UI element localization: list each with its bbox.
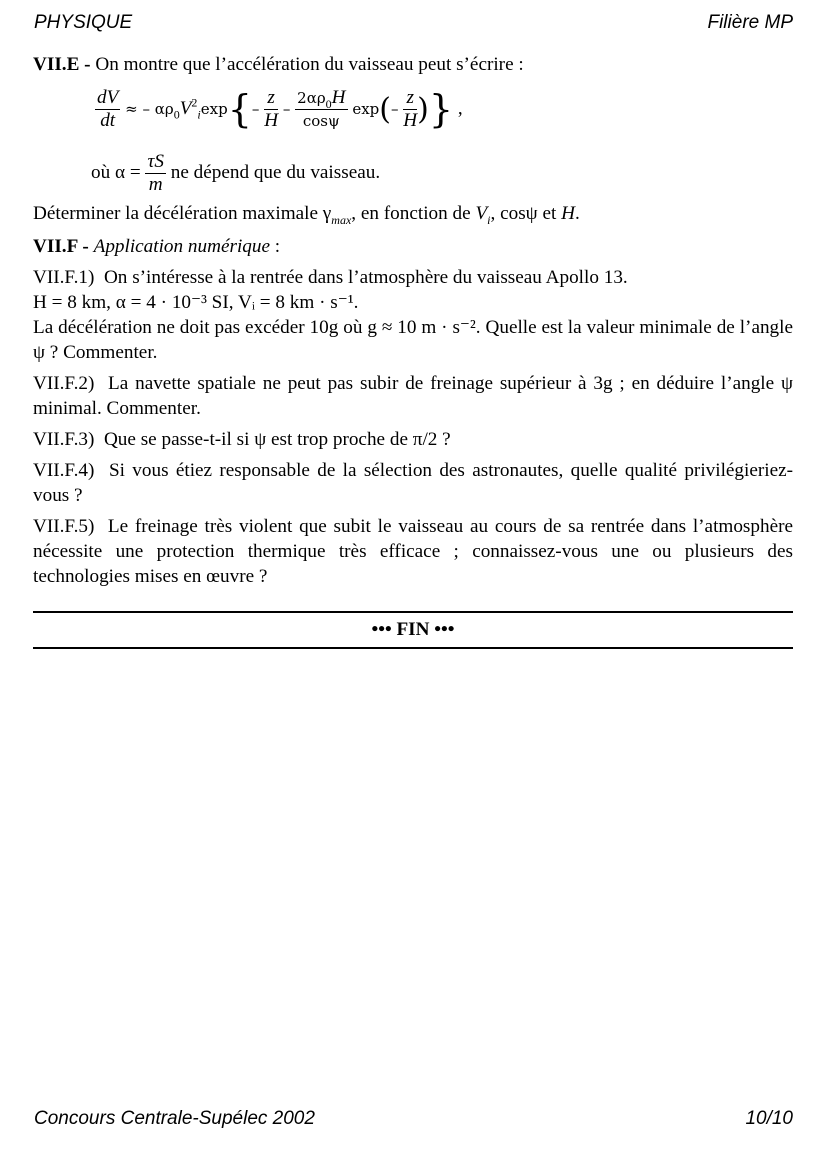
section-title: Application numérique [93, 236, 270, 257]
question-vii-f5: VII.F.5) Le freinage très violent que subit le vaisseau au cours de sa rentrée dans l’atmosphère nécessite une protection thermique très efficace ; connaissez-vous une ou plusieurs des technologies mises en œuvre ? [33, 516, 794, 587]
question-label: VII.E - [33, 54, 91, 75]
approx-term: ≈ – αρ [125, 99, 174, 118]
divider-bottom [33, 647, 793, 649]
fraction-z-H: $\frac{z}{H}$ [264, 87, 279, 131]
alpha-definition: où α = $\frac{\tau S}{m}$ ne dépend que du vaisseau. [91, 151, 381, 195]
question-vii-f1-data: H = 8 km, α = 4 · 10⁻³ SI, Vᵢ = 8 km · s⁻¹. [33, 292, 359, 313]
header-track: Filière MP [707, 12, 793, 33]
vi-symbol: V [179, 97, 192, 119]
question-text: On montre que l’accélération du vaisseau peut s’écrire : [95, 54, 524, 75]
section-label: VII.F - [33, 236, 89, 257]
fraction-tauS-m: $\frac{\tau S}{m}$ [147, 151, 164, 195]
header-subject: PHYSIQUE [34, 12, 133, 33]
question-vii-f: VII.F - Application numérique : [33, 236, 281, 257]
question-vii-f1-question: La décélération ne doit pas excéder 10g où g ≈ 10 m · s⁻². Quelle est la valeur minimale de l’angle ψ ? Commenter. [33, 317, 793, 363]
question-vii-e [33, 52, 793, 77]
acceleration-equation: $\frac{dV}{dt}$ ≈ – $\alpha\rho_0V^2_i\exp\{-$ $\frac{z}{H}$ – $\frac{2\alpha\rho_0H}{\cos\psi}$ exp(– $\frac{z}{H}$ )} , [97, 87, 463, 131]
page-number: 10/10 [745, 1108, 793, 1129]
question-vii-f3: VII.F.3) Que se passe-t-il si ψ est trop proche de π/2 ? [33, 429, 451, 450]
question-vii-f2: VII.F.2) La navette spatiale ne peut pas subir de freinage supérieur à 3g ; en déduire l’angle ψ minimal. Commenter. [33, 373, 793, 419]
determiner-paragraph: Déterminer la décélération maximale $\gamma_{max}$, en fonction de $V_i$, cosψ et H. [33, 203, 580, 227]
fraction-dv-dt: $\frac{dV}{dt}$ [97, 87, 119, 131]
footer-contest: Concours Centrale-Supélec 2002 [34, 1108, 315, 1129]
exp-word: exp [200, 99, 228, 118]
question-vii-f4: VII.F.4) Si vous étiez responsable de la sélection des astronautes, quelle qualité privilégieriez-vous ? [33, 460, 794, 506]
question-vii-f1: VII.F.1) On s’intéresse à la rentrée dans l’atmosphère du vaisseau Apollo 13. [33, 267, 628, 288]
page-content [33, 52, 793, 649]
fraction-2arhoH-cospsi: $\frac{2\alpha\rho_0H}{\cos\psi}$ [297, 87, 346, 130]
end-marker: ••• FIN ••• [371, 619, 455, 640]
